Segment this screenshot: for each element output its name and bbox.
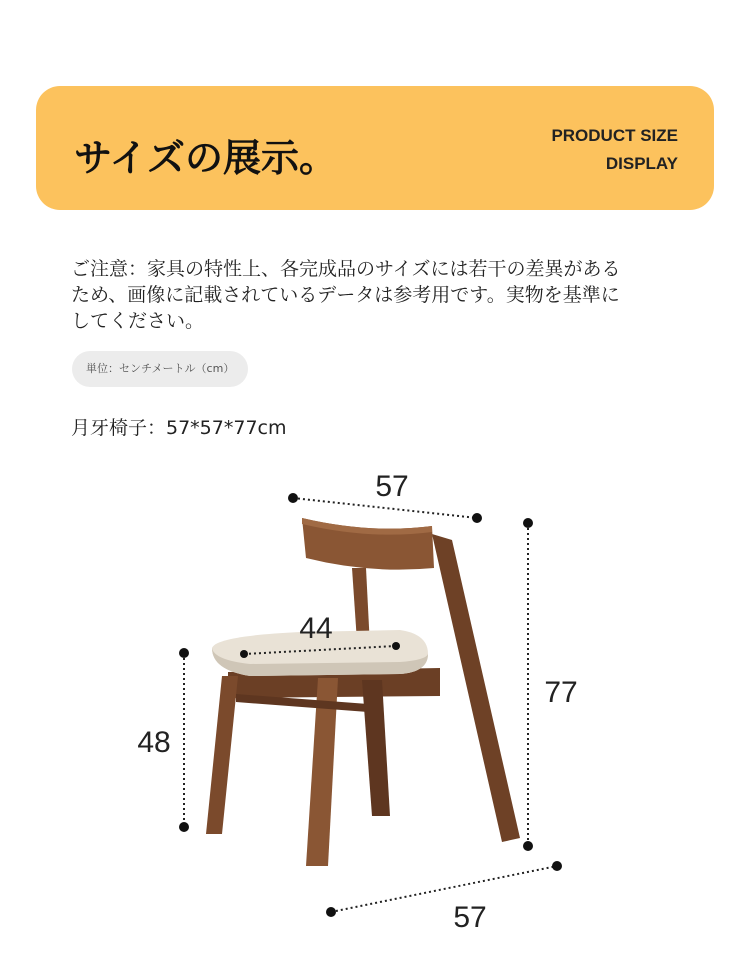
label-top-width: 57 [375,470,409,503]
notice-text [71,256,711,334]
banner-subtitle [551,122,678,178]
banner-title: サイズの展示。 [74,136,337,180]
chair-dimension-diagram [0,450,750,971]
banner-subtitle-line1: PRODUCT SIZE [551,126,678,145]
chair-illustration [206,518,520,866]
label-total-height: 77 [544,676,578,709]
notice-line3: してください。 [71,310,205,332]
notice-line2: ため、画像に記載されているデータは参考用です。実物を基準に [71,284,620,306]
label-seat-width: 44 [299,612,333,645]
banner-subtitle-line2: DISPLAY [605,154,678,173]
label-seat-height: 48 [137,726,171,759]
header-banner [36,86,714,210]
product-dimensions: 月牙椅子：57*57*77cm [71,417,287,439]
unit-badge: 単位：センチメートル（cm） [72,351,248,387]
notice-line1: ご注意：家具の特性上、各完成品のサイズには若干の差異がある [71,258,621,280]
label-depth: 57 [453,901,487,934]
